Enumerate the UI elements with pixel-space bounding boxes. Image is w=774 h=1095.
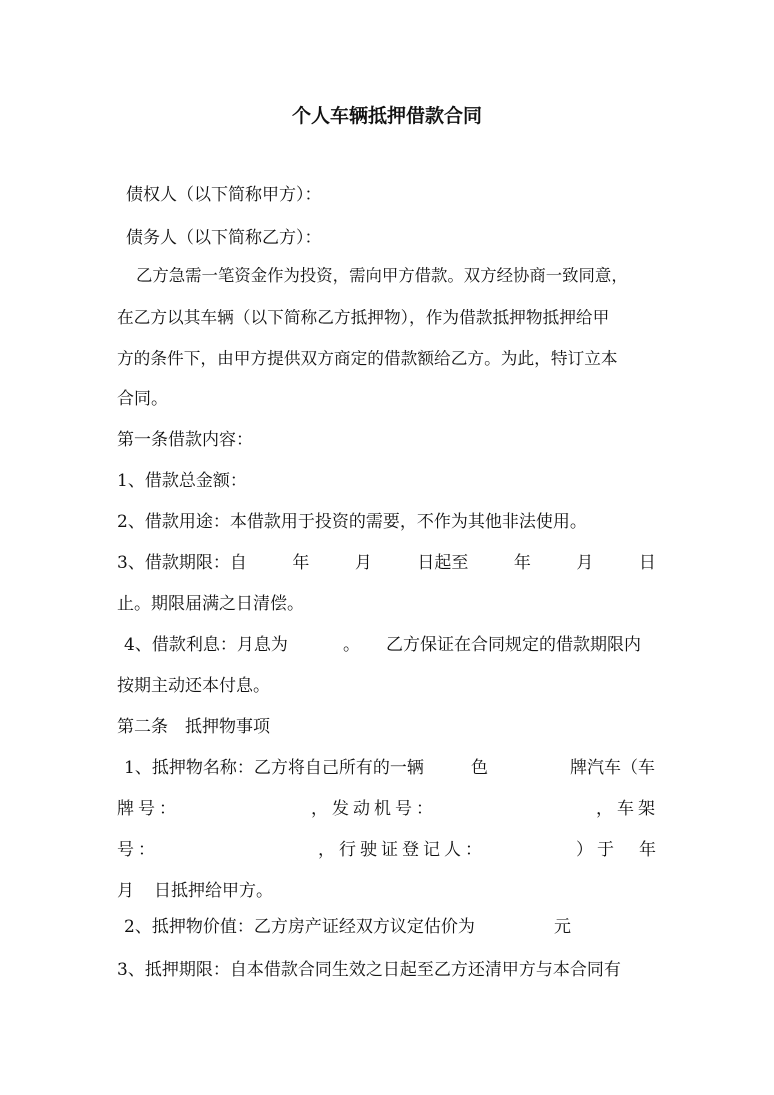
- collateral-value-unit: 元: [554, 917, 571, 937]
- creditor-line: 债权人（以下简称甲方）：: [126, 185, 322, 205]
- article1-item1: 1、借款总金额：: [117, 471, 247, 491]
- plate-number-label: 牌号：: [117, 799, 180, 819]
- article1-item4-a: 4、借款利息：月息为: [124, 635, 288, 655]
- mortgage-date-label: ）于: [576, 840, 618, 860]
- collateral-brand-label: 牌汽车（车: [570, 758, 655, 778]
- article1-heading: 第一条借款内容：: [117, 430, 253, 450]
- start-month-label: 月: [354, 553, 372, 573]
- intro-line-4: 合同。: [117, 389, 168, 409]
- collateral-value-a: 2、抵押物价值：乙方房产证经双方议定估价为: [124, 917, 475, 937]
- article1-item3-line: [117, 550, 656, 576]
- article1-item2: 2、借款用途：本借款用于投资的需要，不作为其他非法使用。: [117, 512, 587, 532]
- collateral-name-a: 1、抵押物名称：乙方将自己所有的一辆: [124, 758, 424, 778]
- frame-number-label: ，车架: [596, 799, 659, 819]
- intro-line-2: 在乙方以其车辆（以下简称乙方抵押物），作为借款抵押物抵押给甲: [117, 307, 610, 327]
- start-day-label: 日起至: [417, 553, 469, 573]
- article1-item3-cont: 止。期限届满之日清偿。: [117, 594, 304, 614]
- article2-item3: 3、抵押期限：自本借款合同生效之日起至乙方还清甲方与本合同有: [117, 960, 621, 980]
- end-day-label: 日: [638, 553, 656, 573]
- mortgage-month-label: 月: [117, 881, 134, 901]
- mortgage-day-label: 日抵押给甲方。: [154, 881, 273, 901]
- mortgage-year-label: 年: [639, 840, 656, 860]
- end-year-label: 年: [513, 553, 531, 573]
- intro-line-3: 方的条件下，由甲方提供双方商定的借款额给乙方。为此，特订立本: [117, 348, 618, 368]
- document-title: 个人车辆抵押借款合同: [291, 105, 482, 127]
- collateral-color-label: 色: [471, 758, 488, 778]
- debtor-line: 债务人（以下简称乙方）：: [126, 228, 322, 248]
- engine-number-label: ，发动机号：: [311, 799, 437, 819]
- loan-term-label: 3、借款期限：自: [117, 553, 247, 573]
- registrant-label: ，行驶证登记人：: [318, 840, 486, 860]
- article1-item4-cont: 按期主动还本付息。: [117, 676, 270, 696]
- article1-item4-b: 。: [343, 635, 360, 655]
- start-year-label: 年: [292, 553, 310, 573]
- article1-item4-c: 乙方保证在合同规定的借款期限内: [386, 635, 641, 655]
- article2-heading: 第二条 抵押物事项: [117, 717, 270, 737]
- end-month-label: 月: [576, 553, 594, 573]
- frame-number-label-cont: 号：: [117, 840, 159, 860]
- intro-line-1: 乙方急需一笔资金作为投资，需向甲方借款。双方经协商一致同意，: [136, 266, 628, 285]
